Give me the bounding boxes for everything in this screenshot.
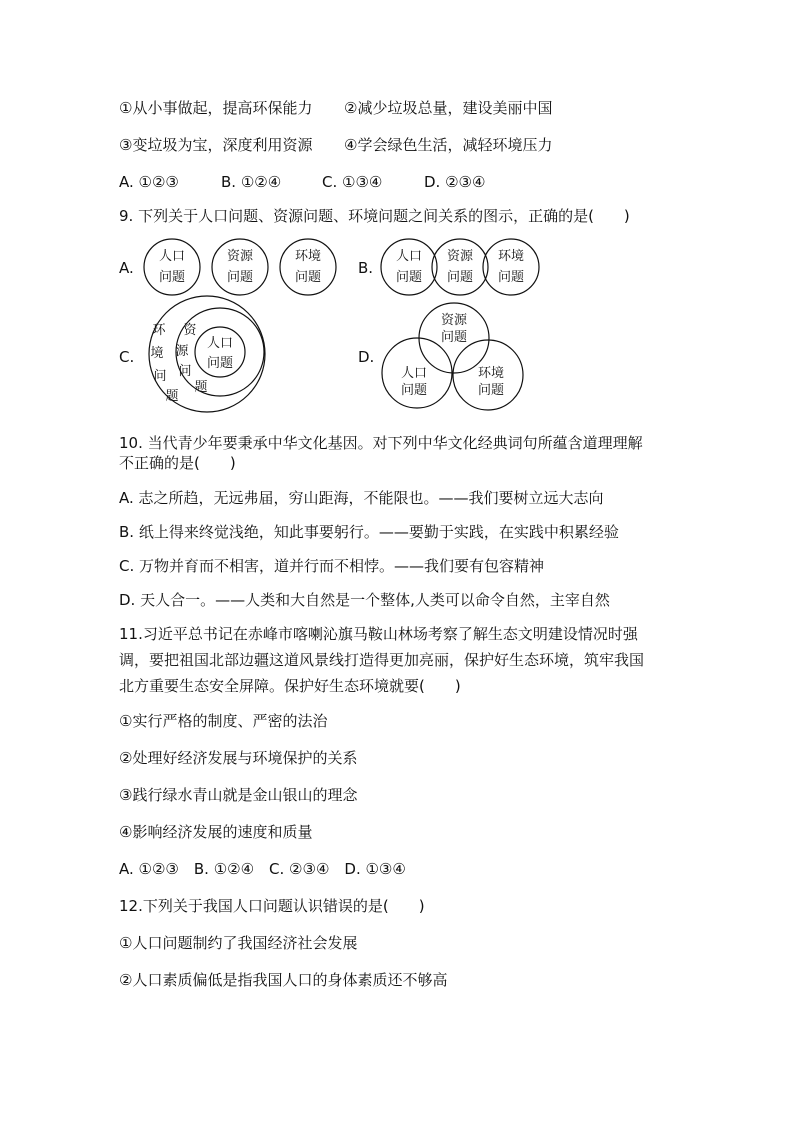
diagram-d-text: 问题	[477, 383, 505, 398]
diagram-c-text: 环	[152, 323, 166, 338]
diagram-c-text: 问题	[206, 356, 234, 371]
q9-diagram-d	[380, 300, 530, 418]
q8-option-b: B. ①②④	[221, 173, 282, 191]
diagram-a-text: 问题	[294, 270, 322, 285]
q11-question-line-2: 调，要把祖国北部边疆这道风景线打造得更加亮丽，保护好生态环境，筑牢我国	[119, 651, 645, 669]
diagram-b-text: 环境	[497, 249, 525, 264]
diagram-b-circle-resource	[432, 239, 488, 295]
q9-question: 9. 下列关于人口问题、资源问题、环境问题之间关系的图示，正确的是( )	[119, 207, 630, 225]
q11-statement-1: ①实行严格的制度、严密的法治	[119, 712, 328, 730]
q10-option-d: D. 天人合一。——人类和大自然是一个整体,人类可以命令自然，主宰自然	[119, 591, 610, 609]
diagram-c-text: 境	[150, 346, 164, 361]
q8-option-a: A. ①②③	[119, 173, 179, 191]
diagram-b-circle-population	[381, 239, 437, 295]
diagram-d-text: 问题	[440, 330, 468, 345]
diagram-b-text: 问题	[446, 270, 474, 285]
q10-option-c: C. 万物并育而不相害，道并行而不相悖。——我们要有包容精神	[119, 557, 545, 575]
q8-statement-2: ②减少垃圾总量，建设美丽中国	[344, 99, 553, 117]
diagram-a-circle-population	[144, 239, 200, 295]
diagram-c-text: 源	[175, 344, 189, 359]
q9-diagram-c	[140, 294, 280, 420]
diagram-c-text: 资	[183, 323, 197, 338]
q9-label-d: D.	[358, 348, 375, 366]
q8-statement-4: ④学会绿色生活，减轻环境压力	[344, 136, 553, 154]
diagram-b-text: 问题	[395, 270, 423, 285]
diagram-a-circle-environment	[280, 239, 336, 295]
q8-statement-3: ③变垃圾为宝，深度利用资源	[119, 136, 313, 154]
diagram-b-text: 资源	[446, 249, 474, 264]
q12-statement-1: ①人口问题制约了我国经济社会发展	[119, 934, 358, 952]
diagram-a-text: 人口	[158, 249, 186, 264]
diagram-c-text: 问	[178, 364, 192, 379]
q9-diagram-b	[377, 236, 547, 304]
diagram-c-text: 人口	[206, 336, 234, 351]
q9-label-c: C.	[119, 348, 135, 366]
diagram-d-text: 环境	[477, 366, 505, 381]
diagram-a-circle-resource	[212, 239, 268, 295]
diagram-b-text: 人口	[395, 249, 423, 264]
diagram-a-text: 问题	[158, 270, 186, 285]
q10-option-b: B. 纸上得来终觉浅绝，知此事要躬行。——要勤于实践，在实践中积累经验	[119, 523, 619, 541]
q9-label-a: A.	[119, 259, 134, 277]
q11-question-line-3: 北方重要生态安全屏障。保护好生态环境就要( )	[119, 677, 461, 695]
q11-statement-4: ④影响经济发展的速度和质量	[119, 823, 313, 841]
diagram-c-circle-resource	[176, 308, 264, 396]
diagram-b-circle-environment	[483, 239, 539, 295]
q9-label-b: B.	[358, 259, 374, 277]
diagram-d-text: 问题	[400, 383, 428, 398]
q10-question-line-2: 不正确的是( )	[119, 454, 236, 472]
q11-options: A. ①②③ B. ①②④ C. ②③④ D. ①③④	[119, 860, 406, 878]
diagram-a-text: 问题	[226, 270, 254, 285]
q10-question-line-1: 10. 当代青少年要秉承中华文化基因。对下列中华文化经典词句所蕴含道理理解	[119, 434, 643, 452]
diagram-a-text: 资源	[226, 249, 254, 264]
q11-question-line-1: 11.习近平总书记在赤峰市喀喇沁旗马鞍山林场考察了解生态文明建设情况时强	[119, 625, 638, 643]
diagram-c-text: 题	[194, 380, 208, 395]
q12-statement-2: ②人口素质偏低是指我国人口的身体素质还不够高	[119, 971, 448, 989]
q10-option-a: A. 志之所趋，无远弗届，穷山距海，不能限也。——我们要树立远大志向	[119, 489, 604, 507]
q11-statement-3: ③践行绿水青山就是金山银山的理念	[119, 786, 358, 804]
q8-option-d: D. ②③④	[424, 173, 486, 191]
diagram-b-text: 问题	[497, 270, 525, 285]
q8-statement-1: ①从小事做起，提高环保能力	[119, 99, 313, 117]
diagram-a-text: 环境	[294, 249, 322, 264]
q8-option-c: C. ①③④	[322, 173, 383, 191]
diagram-d-text: 资源	[440, 313, 468, 328]
diagram-c-text: 问	[153, 369, 167, 384]
q12-question: 12.下列关于我国人口问题认识错误的是( )	[119, 897, 425, 915]
diagram-c-text: 题	[165, 389, 179, 404]
diagram-d-text: 人口	[400, 366, 428, 381]
q11-statement-2: ②处理好经济发展与环境保护的关系	[119, 749, 358, 767]
